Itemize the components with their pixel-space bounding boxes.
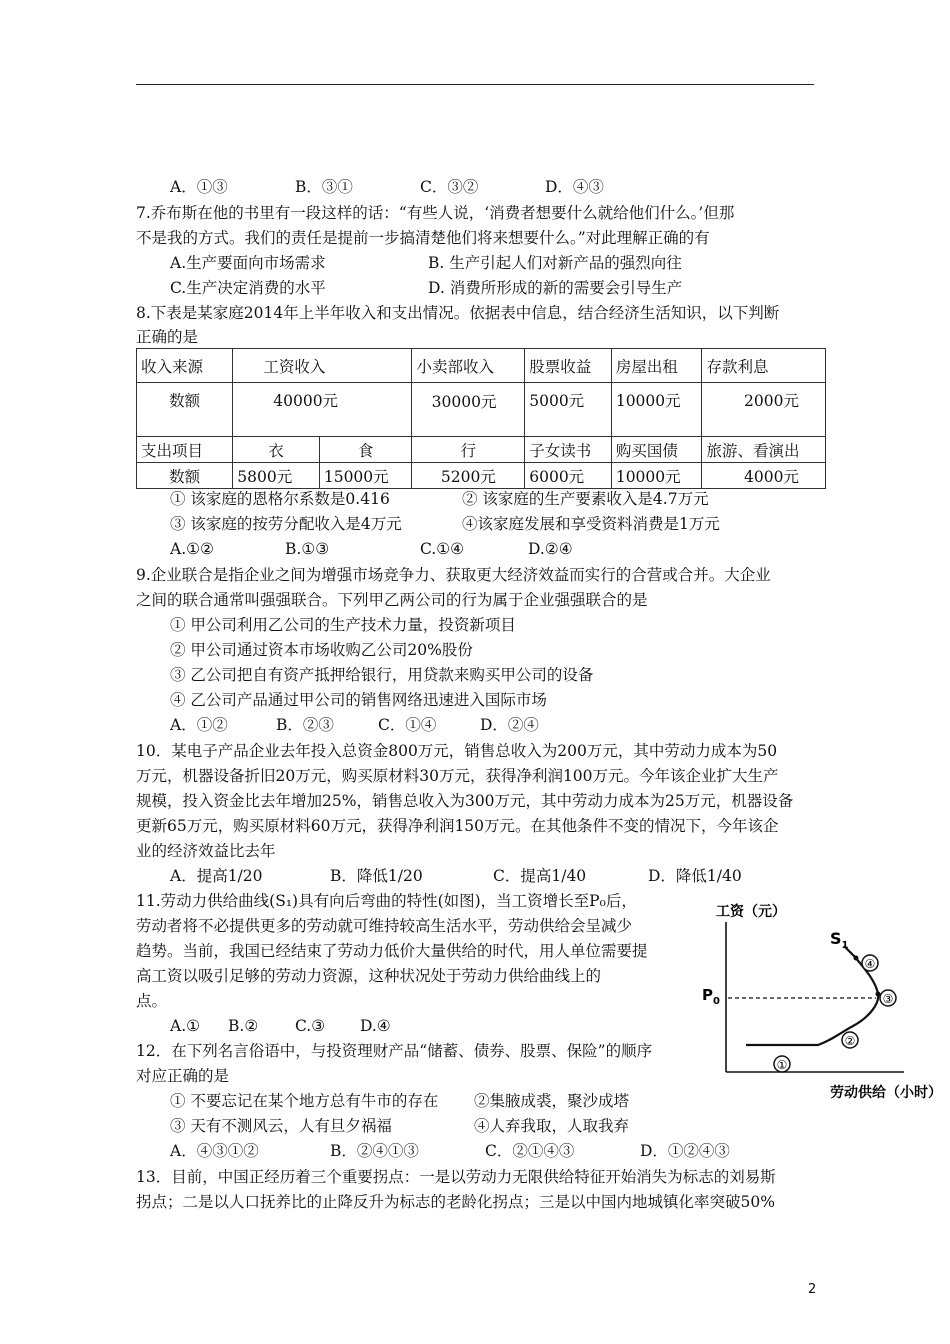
q7-option-a[interactable]: A.生产要面向市场需求 <box>170 254 326 272</box>
q11-option-a[interactable]: A.① <box>170 1017 201 1035</box>
q8-statement-1: ① 该家庭的恩格尔系数是0.416 <box>170 490 390 508</box>
table-cell: 支出项目 <box>137 437 233 463</box>
q6-option-c[interactable]: C．③② <box>420 178 479 196</box>
table-cell: 小卖部收入 <box>412 349 525 383</box>
q6-option-d[interactable]: D．④③ <box>545 178 604 196</box>
q12-statement-3: ③ 天有不测风云，人有旦夕祸福 <box>170 1117 392 1135</box>
table-cell: 5800元 <box>233 463 320 489</box>
q12-stem-line-2: 对应正确的是 <box>136 1067 230 1085</box>
table-cell: 10000元 <box>611 463 702 489</box>
curve-dot-4 <box>854 956 859 961</box>
table-cell: 衣 <box>233 437 320 463</box>
table-cell: 5200元 <box>412 463 525 489</box>
point-4 <box>862 955 878 971</box>
supply-curve-s1 <box>746 946 878 1045</box>
q11-stem-line-3: 趋势。当前，我国已经结束了劳动力低价大量供给的时代，用人单位需要提 <box>136 942 648 960</box>
q12-statement-4: ④人弃我取，人取我弃 <box>474 1117 630 1135</box>
q9-statement-1: ① 甲公司利用乙公司的生产技术力量，投资新项目 <box>170 616 516 634</box>
q8-stem-line-1: 8.下表是某家庭2014年上半年收入和支出情况。依据表中信息，结合经济生活知识，以下判断 <box>136 304 780 322</box>
table-cell: 食 <box>319 437 412 463</box>
q8-statement-2: ② 该家庭的生产要素收入是4.7万元 <box>462 490 709 508</box>
table-cell: 工资收入 <box>233 349 412 383</box>
q11-option-c[interactable]: C.③ <box>295 1017 326 1035</box>
q12-option-a[interactable]: A．④③①② <box>170 1142 259 1160</box>
expense-value-row <box>137 463 826 489</box>
point-2 <box>842 1032 858 1048</box>
q8-stem-line-2: 正确的是 <box>136 328 199 346</box>
table-cell: 子女读书 <box>525 437 612 463</box>
svg-text:②: ② <box>844 1034 856 1048</box>
p0-label: $P_0$ <box>702 986 720 1007</box>
q9-statement-3: ③ 乙公司把自有资产抵押给银行，用贷款来购买甲公司的设备 <box>170 666 594 684</box>
table-cell: 数额 <box>137 383 233 437</box>
q12-option-d[interactable]: D．①②④③ <box>640 1142 730 1160</box>
table-cell: 股票收益 <box>525 349 612 383</box>
q13-stem-line-1: 13．目前，中国正经历着三个重要拐点：一是以劳动力无限供给特征开始消失为标志的刘易斯 <box>136 1168 776 1186</box>
q9-option-c[interactable]: C．①④ <box>378 716 437 734</box>
table-cell: 行 <box>412 437 525 463</box>
q12-statement-2: ②集腋成裘，聚沙成塔 <box>474 1092 630 1110</box>
table-cell: 收入来源 <box>137 349 233 383</box>
table-cell: 房屋出租 <box>611 349 702 383</box>
q7-option-c[interactable]: C.生产决定消费的水平 <box>170 279 326 297</box>
q9-option-a[interactable]: A．①② <box>170 716 228 734</box>
q12-stem-line-1: 12．在下列名言俗语中，与投资理财产品“储蓄、债券、股票、保险”的顺序 <box>136 1042 653 1060</box>
table-cell: 40000元 <box>233 383 412 437</box>
labor-supply-figure <box>690 890 945 1100</box>
q6-option-b[interactable]: B．③① <box>295 178 353 196</box>
table-cell: 数额 <box>137 463 233 489</box>
income-expense-table <box>136 348 826 489</box>
table-cell: 6000元 <box>525 463 612 489</box>
q7-stem-line-2: 不是我的方式。我们的责任是提前一步搞清楚他们将来想要什么。”对此理解正确的有 <box>136 229 710 247</box>
q11-stem-line-1: 11.劳动力供给曲线(S₁)具有向后弯曲的特性(如图)，当工资增长至P₀后， <box>136 892 637 910</box>
svg-text:④: ④ <box>864 957 876 971</box>
q9-statement-2: ② 甲公司通过资本市场收购乙公司20%股份 <box>170 641 473 659</box>
q11-option-d[interactable]: D.④ <box>360 1017 391 1035</box>
point-1 <box>774 1056 790 1072</box>
q10-option-a[interactable]: A．提高1/20 <box>170 867 263 885</box>
q13-stem-line-2: 拐点；二是以人口抚养比的止降反升为标志的老龄化拐点；三是以中国内地城镇化率突破50% <box>136 1193 775 1211</box>
q10-stem-line-4: 更新65万元，购买原材料60万元，获得净利润150万元。在其他条件不变的情况下，今年该企 <box>136 817 779 835</box>
y-axis-label: 工资（元） <box>716 904 786 920</box>
q9-stem-line-1: 9.企业联合是指企业之间为增强市场竞争力、获取更大经济效益而实行的合营或合并。大企业 <box>136 566 771 584</box>
q11-stem-line-5: 点。 <box>136 992 168 1010</box>
q8-option-b[interactable]: B.①③ <box>285 540 330 558</box>
q11-stem-line-2: 劳动者将不必提供更多的劳动就可维持较高生活水平，劳动供给会呈减少 <box>136 917 633 935</box>
table-cell: 2000元 <box>702 383 826 437</box>
q12-statement-1: ① 不要忘记在某个地方总有牛市的存在 <box>170 1092 439 1110</box>
table-cell: 10000元 <box>611 383 702 437</box>
q6-option-a[interactable]: A．①③ <box>170 178 228 196</box>
header-rule <box>136 84 814 85</box>
income-value-row <box>137 383 826 437</box>
q8-statement-3: ③ 该家庭的按劳分配收入是4万元 <box>170 515 402 533</box>
table-cell: 5000元 <box>525 383 612 437</box>
q10-option-b[interactable]: B．降低1/20 <box>330 867 423 885</box>
q11-stem-line-4: 高工资以吸引足够的劳动力资源，这种状况处于劳动力供给曲线上的 <box>136 967 602 985</box>
q7-stem-line-1: 7.乔布斯在他的书里有一段这样的话：“有些人说，‘消费者想要什么就给他们什么。’但那 <box>136 204 735 222</box>
curve-dot-3 <box>876 992 881 997</box>
q10-stem-line-3: 规模，投入资金比去年增加25%，销售总收入为300万元，其中劳动力成本为25万元，机器设备 <box>136 792 794 810</box>
q8-option-c[interactable]: C.①④ <box>420 540 465 558</box>
q10-stem-line-1: 10．某电子产品企业去年投入总资金800万元，销售总收入为200万元，其中劳动力成本为50 <box>136 742 778 760</box>
svg-text:①: ① <box>776 1058 788 1072</box>
x-axis-label: 劳动供给（小时） <box>830 1085 942 1100</box>
table-cell: 旅游、看演出 <box>702 437 826 463</box>
q12-option-c[interactable]: C．②①④③ <box>485 1142 575 1160</box>
table-cell: 30000元 <box>412 383 525 437</box>
point-3 <box>880 990 896 1006</box>
q10-stem-line-2: 万元，机器设备折旧20万元，购买原材料30万元，获得净利润100万元。今年该企业扩大生产 <box>136 767 779 785</box>
q9-option-d[interactable]: D．②④ <box>480 716 539 734</box>
expense-header-row <box>137 437 826 463</box>
q12-option-b[interactable]: B．②④①③ <box>330 1142 419 1160</box>
table-cell: 购买国债 <box>611 437 702 463</box>
page-number: 2 <box>808 1282 817 1297</box>
q10-stem-line-5: 业的经济效益比去年 <box>136 842 276 860</box>
q11-option-b[interactable]: B.② <box>228 1017 259 1035</box>
q10-option-c[interactable]: C．提高1/40 <box>493 867 587 885</box>
q9-option-b[interactable]: B．②③ <box>276 716 334 734</box>
q8-option-d[interactable]: D.②④ <box>528 540 573 558</box>
q7-option-d[interactable]: D. 消费所形成的新的需要会引导生产 <box>428 279 683 297</box>
q8-statement-4: ④该家庭发展和享受资料消费是1万元 <box>462 515 720 533</box>
q10-option-d[interactable]: D．降低1/40 <box>648 867 742 885</box>
q9-stem-line-2: 之间的联合通常叫强强联合。下列甲乙两公司的行为属于企业强强联合的是 <box>136 591 648 609</box>
table-cell: 存款利息 <box>702 349 826 383</box>
q9-statement-4: ④ 乙公司产品通过甲公司的销售网络迅速进入国际市场 <box>170 691 547 709</box>
s1-label: $S_1$ <box>830 929 849 951</box>
q7-option-b[interactable]: B. 生产引起人们对新产品的强烈向往 <box>428 254 682 272</box>
q8-option-a[interactable]: A.①② <box>170 540 214 558</box>
svg-text:③: ③ <box>882 992 894 1006</box>
income-header-row <box>137 349 826 383</box>
table-cell: 15000元 <box>319 463 412 489</box>
table-cell: 4000元 <box>702 463 826 489</box>
